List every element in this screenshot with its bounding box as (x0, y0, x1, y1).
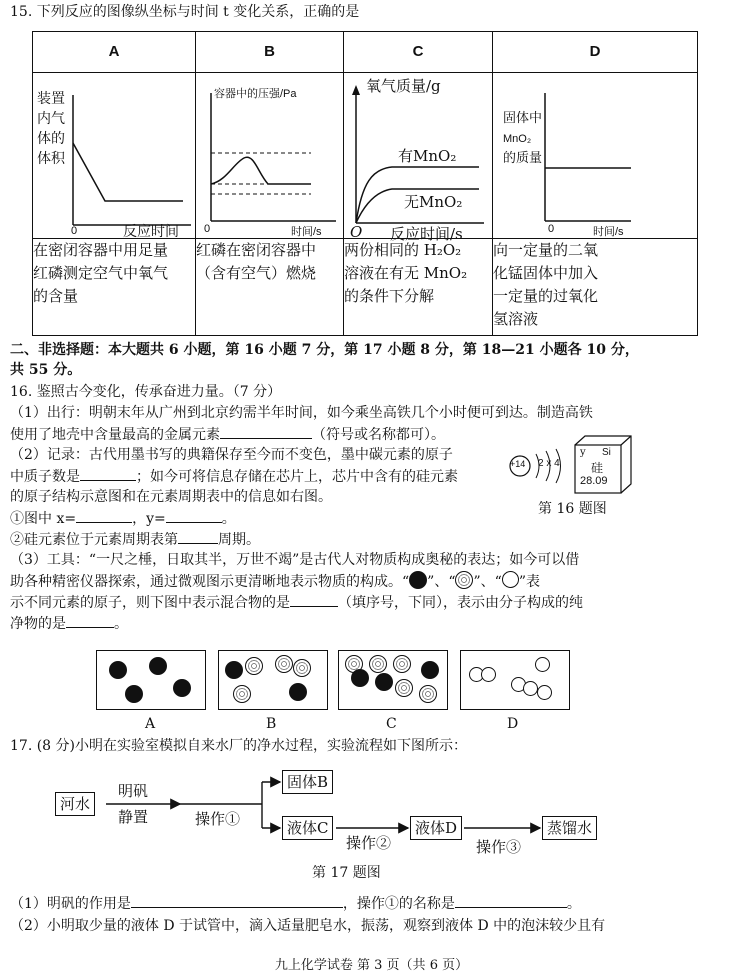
flow-op1-label: 操作① (195, 810, 241, 828)
molecule-box-d (460, 650, 570, 710)
graph-c-xlabel: 反应时间/s (390, 225, 463, 243)
q16-p3c: 示不同元素的原子，则下图中表示混合物的是 （填序号，下同），表示由分子构成的纯 (10, 592, 733, 613)
graph-d-ylabel: 固体中 MnO₂ 的质量 (503, 111, 543, 166)
answer-blank[interactable] (166, 508, 222, 523)
graph-b (196, 73, 344, 239)
q16-p2c: 的原子结构示意图和在元素周期表中的信息如右图。 (10, 489, 332, 505)
box-label-d: D (507, 716, 519, 732)
graph-b-origin: 0 (204, 223, 211, 235)
graph-a-plot (33, 73, 195, 238)
molecule-box-c (338, 650, 448, 710)
white-atom-icon (502, 571, 519, 588)
answer-blank[interactable] (80, 466, 136, 481)
q16-p3b: 助各种精密仪器探索，通过微观图示更清晰地表示物质的构成。“ ”、“ ”、“ ”表 (10, 571, 733, 592)
flow-op2-label: 操作② (346, 834, 392, 852)
q16-p2d: ①图中 x= ，y= 。 (10, 508, 733, 529)
flow-settle-label: 静置 (118, 808, 149, 826)
option-c-desc: 两份相同的 H₂O₂ 溶液在有无 MnO₂ 的条件下分解 (344, 239, 493, 336)
q17-title: 17. (8 分)小明在实验室模拟自来水厂的净水过程，实验流程如下图所示： (10, 738, 467, 754)
q16-p2a: （2）记录：古代用墨书写的典籍保存至今而不变色，墨中碳元素的原子 (10, 447, 453, 463)
graph-a-ylabel: 装置 内气 体的 体积 (37, 91, 65, 167)
q16-p3a: （3）工具：“一尺之棰，日取其半，万世不竭”是古代人对物质构成奥秘的表达；如今可以借 (10, 552, 580, 568)
graph-d-xlabel: 时间/s (593, 226, 624, 238)
graph-a-xlabel: 反应时间 (123, 224, 179, 240)
q15-options-table (32, 31, 698, 336)
q16-title: 16. 鉴照古今变化，传承奋进力量。（7 分） (10, 384, 282, 400)
graph-a (33, 73, 196, 239)
q16-figure-label: 第 16 题图 (538, 501, 607, 517)
graph-b-xlabel: 时间/s (291, 226, 322, 238)
graph-a-origin: 0 (71, 225, 78, 237)
flow-alum-label: 明矾 (118, 782, 149, 800)
molecule-box-b (218, 650, 328, 710)
graph-b-ylabel: 容器中的压强/Pa (214, 88, 297, 100)
graph-c-ylabel: 氧气质量/g (366, 77, 441, 95)
flow-op3-label: 操作③ (476, 838, 522, 856)
section2-heading: 二、非选择题：本大题共 6 小题，第 16 小题 7 分，第 17 小题 8 分，第 18—21 小题各 10 分， (10, 342, 639, 358)
q17-q2: （2）小明取少量的液体 D 于试管中，滴入适量肥皂水，振荡，观察到液体 D 中的泡沫较少且有 (10, 918, 606, 934)
graph-d-plot (493, 73, 703, 238)
option-a-header: A (33, 32, 196, 73)
page-footer: 九上化学试卷 第 3 页（共 6 页） (274, 958, 469, 973)
molecule-box-a (96, 650, 206, 710)
graph-c (344, 73, 493, 243)
q16-p2b: 中质子数是 ；如今可将信息存储在芯片上，芯片中含有的硅元素 (10, 466, 733, 487)
q16-p3d: 净物的是 。 (10, 613, 733, 634)
flow-liquid-c: 液体C (282, 816, 333, 840)
flow-solid-b: 固体B (282, 770, 333, 794)
option-b-header: B (196, 32, 344, 73)
option-b-desc: 红磷在密闭容器中 （含有空气）燃烧 (196, 239, 344, 336)
answer-blank[interactable] (131, 893, 343, 908)
graph-b-plot (196, 73, 343, 238)
q16-p1b: 使用了地壳中含量最高的金属元素 （符号或名称都可）。 (10, 424, 733, 445)
periodic-table-cell: y Si 硅 28.09 (574, 435, 626, 489)
dotted-atom-icon (455, 571, 473, 589)
graph-c-curve2-label: 无MnO₂ (404, 193, 463, 211)
q17-q1: （1）明矾的作用是 ，操作①的名称是 。 (10, 893, 733, 914)
section2-heading-cont: 共 55 分。 (10, 362, 82, 378)
flow-liquid-d: 液体D (410, 816, 462, 840)
answer-blank[interactable] (290, 592, 338, 607)
option-d-desc: 向一定量的二氧 化锰固体中加入 一定量的过氧化 氢溶液 (493, 239, 698, 336)
graph-c-curve1-label: 有MnO₂ (398, 147, 457, 165)
answer-blank[interactable] (76, 508, 132, 523)
box-label-c: C (386, 716, 397, 732)
black-atom-icon (409, 571, 427, 589)
graph-d (493, 73, 698, 239)
graph-c-origin: O (350, 223, 363, 241)
graph-d-origin: 0 (548, 223, 555, 235)
q16-p2e: ②硅元素位于元素周期表第 周期。 (10, 529, 733, 550)
answer-blank[interactable] (220, 424, 312, 439)
flow-distilled-water: 蒸馏水 (542, 816, 597, 840)
q15-stem: 15. 下列反应的图像纵坐标与时间 t 变化关系，正确的是 (10, 4, 360, 20)
answer-blank[interactable] (178, 529, 218, 544)
answer-blank[interactable] (455, 893, 567, 908)
q16-p1a: （1）出行：明朝末年从广州到北京约需半年时间，如今乘坐高铁几个小时便可到达。制造高铁 (10, 405, 593, 421)
silicon-atom-diagram: +14 2 x 4 (508, 446, 570, 486)
option-a-desc: 在密闭容器中用足量 红磷测定空气中氧气 的含量 (33, 239, 196, 336)
option-c-header: C (344, 32, 493, 73)
box-label-a: A (145, 716, 156, 732)
answer-blank[interactable] (66, 613, 114, 628)
option-d-header: D (493, 32, 698, 73)
q17-figure-label: 第 17 题图 (312, 865, 381, 881)
flow-river-water: 河水 (55, 792, 95, 816)
box-label-b: B (266, 716, 277, 732)
